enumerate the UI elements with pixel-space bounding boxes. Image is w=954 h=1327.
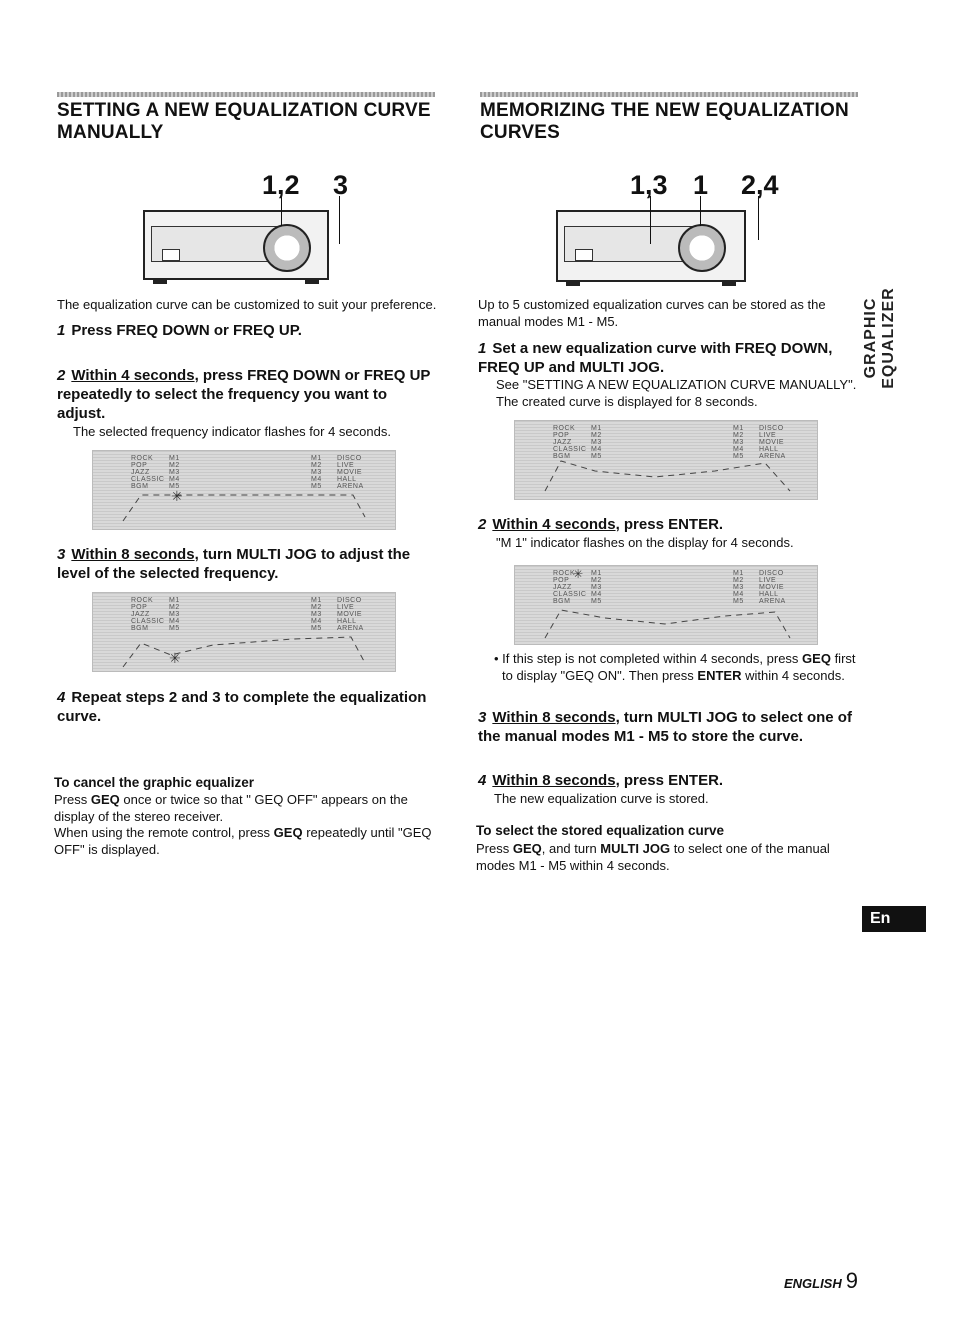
left-step-3: 3 Within 8 seconds, turn MULTI JOG to adjust the level of the selected frequency.: [57, 546, 411, 582]
multi-jog-knob-icon: [678, 224, 726, 272]
right-step-4: 4 Within 8 seconds, press ENTER.: [478, 772, 724, 789]
left-step-2-note: The selected frequency indicator flashes for 4 seconds.: [73, 424, 391, 439]
right-step-2-note: "M 1" indicator flashes on the display for 4 seconds.: [496, 535, 794, 550]
left-heading: SETTING A NEW EQUALIZATION CURVE MANUALLY: [57, 100, 431, 143]
callout-2-4: 2,4: [741, 170, 779, 200]
eq-display-3: ROCK POP JAZZ CLASSIC BGM M1 M2 M3 M4 M5 M1 M2 M3 M4 M5 DISCO LIVE MOVIE HALL ARENA: [514, 420, 818, 500]
right-bullet-note: • If this step is not completed within 4 seconds, press GEQ first to display "GEQ ON". Then press ENTER within 4 seconds.: [494, 651, 856, 683]
right-intro: Up to 5 customized equalization curves can be stored as the manual modes M1 - M5.: [478, 297, 826, 329]
callout-1: 1: [693, 170, 709, 200]
eq-curve: [93, 451, 395, 529]
svg-text:✳: ✳: [171, 489, 183, 505]
right-step-3: 3 Within 8 seconds, turn MULTI JOG to select one of the manual modes M1 - M5 to store the curve.: [478, 709, 852, 745]
footer-label: ENGLISH: [783, 1276, 842, 1291]
heading-rule: [57, 92, 435, 97]
svg-text:✳: ✳: [169, 651, 181, 667]
eq-display-1: ROCK POP JAZZ CLASSIC BGM M1 M2 M3 M4 M5 M1 M2 M3 M4 M5 DISCO LIVE MOVIE HALL ARENA ✳: [92, 450, 396, 530]
eq-curve: [93, 593, 395, 671]
right-step-4-note: The new equalization curve is stored.: [494, 791, 709, 806]
right-step-2: 2 Within 4 seconds, press ENTER.: [478, 516, 724, 533]
select-title: To select the stored equalization curve: [476, 823, 725, 838]
page-footer: [784, 1268, 858, 1294]
sidebar-label: GRAPHIC EQUALIZER: [862, 287, 897, 389]
eq-curve: [515, 421, 817, 499]
right-step-1-note-2: The created curve is displayed for 8 seconds.: [496, 394, 758, 409]
svg-text:✳: ✳: [573, 567, 584, 581]
eq-curve: [515, 566, 817, 644]
receiver-illustration: [556, 210, 746, 282]
left-step-2: 2 Within 4 seconds, press FREQ DOWN or FREQ UP repeatedly to select the frequency you want to adjust.: [57, 367, 431, 422]
eq-display-4: ROCK POP JAZZ CLASSIC BGM M1 M2 M3 M4 M5 M1 M2 M3 M4 M5 DISCO LIVE MOVIE HALL ARENA ✳: [514, 565, 818, 645]
cancel-text-1: Press GEQ once or twice so that " GEQ OFF" appears on the display of the stereo receiver.: [54, 792, 408, 824]
cancel-title: To cancel the graphic equalizer: [54, 775, 255, 790]
cancel-text-2: When using the remote control, press GEQ repeatedly until "GEQ OFF" is displayed.: [54, 825, 432, 857]
select-text: Press GEQ, and turn MULTI JOG to select one of the manual modes M1 - M5 within 4 seconds.: [476, 841, 830, 873]
receiver-illustration: [143, 210, 329, 280]
eq-display-2: ROCK POP JAZZ CLASSIC BGM M1 M2 M3 M4 M5 M1 M2 M3 M4 M5 DISCO LIVE MOVIE HALL ARENA ✳: [92, 592, 396, 672]
left-intro: The equalization curve can be customized to suit your preference.: [57, 297, 437, 312]
multi-jog-knob-icon: [263, 224, 311, 272]
right-step-1-note-1: See "SETTING A NEW EQUALIZATION CURVE MANUALLY".: [496, 377, 857, 392]
callout-1-2: 1,2: [262, 170, 300, 200]
page-number: 9: [845, 1268, 858, 1293]
right-step-1: 1 Set a new equalization curve with FREQ DOWN, FREQ UP and MULTI JOG.: [478, 340, 833, 376]
section-sidebar: [862, 230, 897, 430]
right-heading: MEMORIZING THE NEW EQUALIZATION CURVES: [480, 100, 849, 143]
heading-rule: [480, 92, 858, 97]
left-step-4: 4 Repeat steps 2 and 3 to complete the equalization curve.: [57, 689, 427, 725]
left-step-1: 1 Press FREQ DOWN or FREQ UP.: [57, 322, 302, 339]
language-tab: En: [862, 906, 926, 932]
callout-1-3: 1,3: [630, 170, 668, 200]
callout-3: 3: [333, 170, 349, 200]
display-panel: [564, 226, 696, 262]
